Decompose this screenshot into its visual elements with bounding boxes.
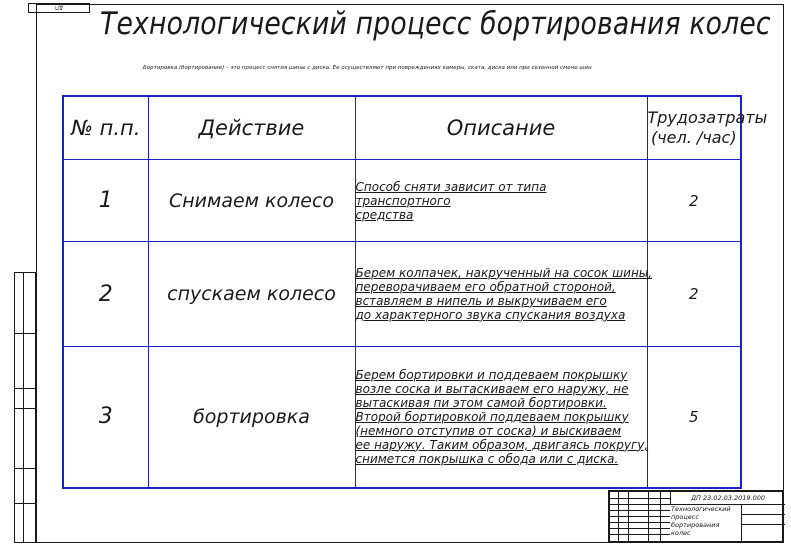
left-strip-cell: [15, 333, 35, 334]
header-labor-line2: (чел. /час): [650, 128, 737, 147]
description-line: ее наружу. Таким образом, двигаясь покругу,: [355, 437, 649, 452]
row-action: спускаем колесо: [148, 242, 355, 347]
header-description: Описание: [355, 96, 647, 160]
table-row: [63, 347, 741, 488]
description-line: Второй бортировкой поддеваем покрышку: [355, 409, 629, 424]
row-labor: 2: [647, 242, 741, 347]
row-description: [355, 160, 647, 242]
description-line: вытаскивая пи этом самой бортировки.: [355, 395, 607, 410]
title-block-code: ДП 23.02.03.2019.000: [670, 492, 785, 505]
left-margin-stamp: [14, 272, 36, 543]
description-line: (немного отступив от соска) и выскиваем: [355, 423, 622, 438]
row-action: Снимаем колесо: [148, 160, 355, 242]
description-line: снимется покрышка с обода или с диска.: [355, 451, 619, 466]
left-strip-cell: [15, 408, 35, 409]
left-strip-cell: [15, 388, 35, 389]
table-header-row: [63, 96, 741, 160]
description-line: вставляем в нипель и выкручиваем его: [355, 294, 607, 308]
row-action: бортировка: [148, 347, 355, 488]
title-block-grid: [610, 492, 670, 541]
description-line: Берем колпачек, накрученный на сосок шины,: [355, 266, 653, 280]
title-block-name: [671, 505, 741, 537]
description-line: средства: [355, 207, 414, 222]
left-strip-cell: [15, 503, 35, 504]
table-row: [63, 160, 741, 242]
table-row: [63, 242, 741, 347]
header-labor-line1: Трудозатраты: [647, 108, 768, 127]
title-block-name-line2: бортирования колес: [671, 521, 720, 537]
page-title: Технологический процесс бортирования колес: [100, 6, 771, 42]
header-labor: [647, 96, 768, 160]
row-labor: 2: [647, 160, 741, 242]
description-line: транспортного: [355, 193, 451, 208]
description-line: до характерного звука спускания воздуха: [355, 308, 626, 322]
row-number: 1: [63, 160, 148, 242]
title-block-name-line1: Технологический процесс: [671, 505, 731, 521]
description-line: переворачиваем его обратной стороной,: [355, 280, 616, 294]
title-block-sheet-info: [741, 504, 785, 543]
row-description: [355, 347, 647, 488]
row-labor: 5: [647, 347, 741, 488]
left-strip-cell: [15, 468, 35, 469]
header-action: Действие: [148, 96, 355, 160]
process-table: [62, 95, 768, 489]
rotated-stamp-code: ДП: [28, 3, 90, 13]
description-line: Способ сняти зависит от типа: [355, 179, 547, 194]
row-number: 2: [63, 242, 148, 347]
header-number: № п.п.: [63, 96, 148, 160]
description-line: возле соска и вытаскиваем его наружу, не: [355, 381, 629, 396]
drawing-title-block: [608, 490, 784, 543]
page-subtitle: Бортировка (бортирование) – это процесс снятия шины с диска. Ее осуществляют при повреждениях камеры, ската, диска или при сезонной смене шин: [143, 65, 592, 71]
row-number: 3: [63, 347, 148, 488]
row-description: [355, 242, 653, 347]
description-line: Берем бортировки и поддеваем покрышку: [355, 367, 628, 382]
